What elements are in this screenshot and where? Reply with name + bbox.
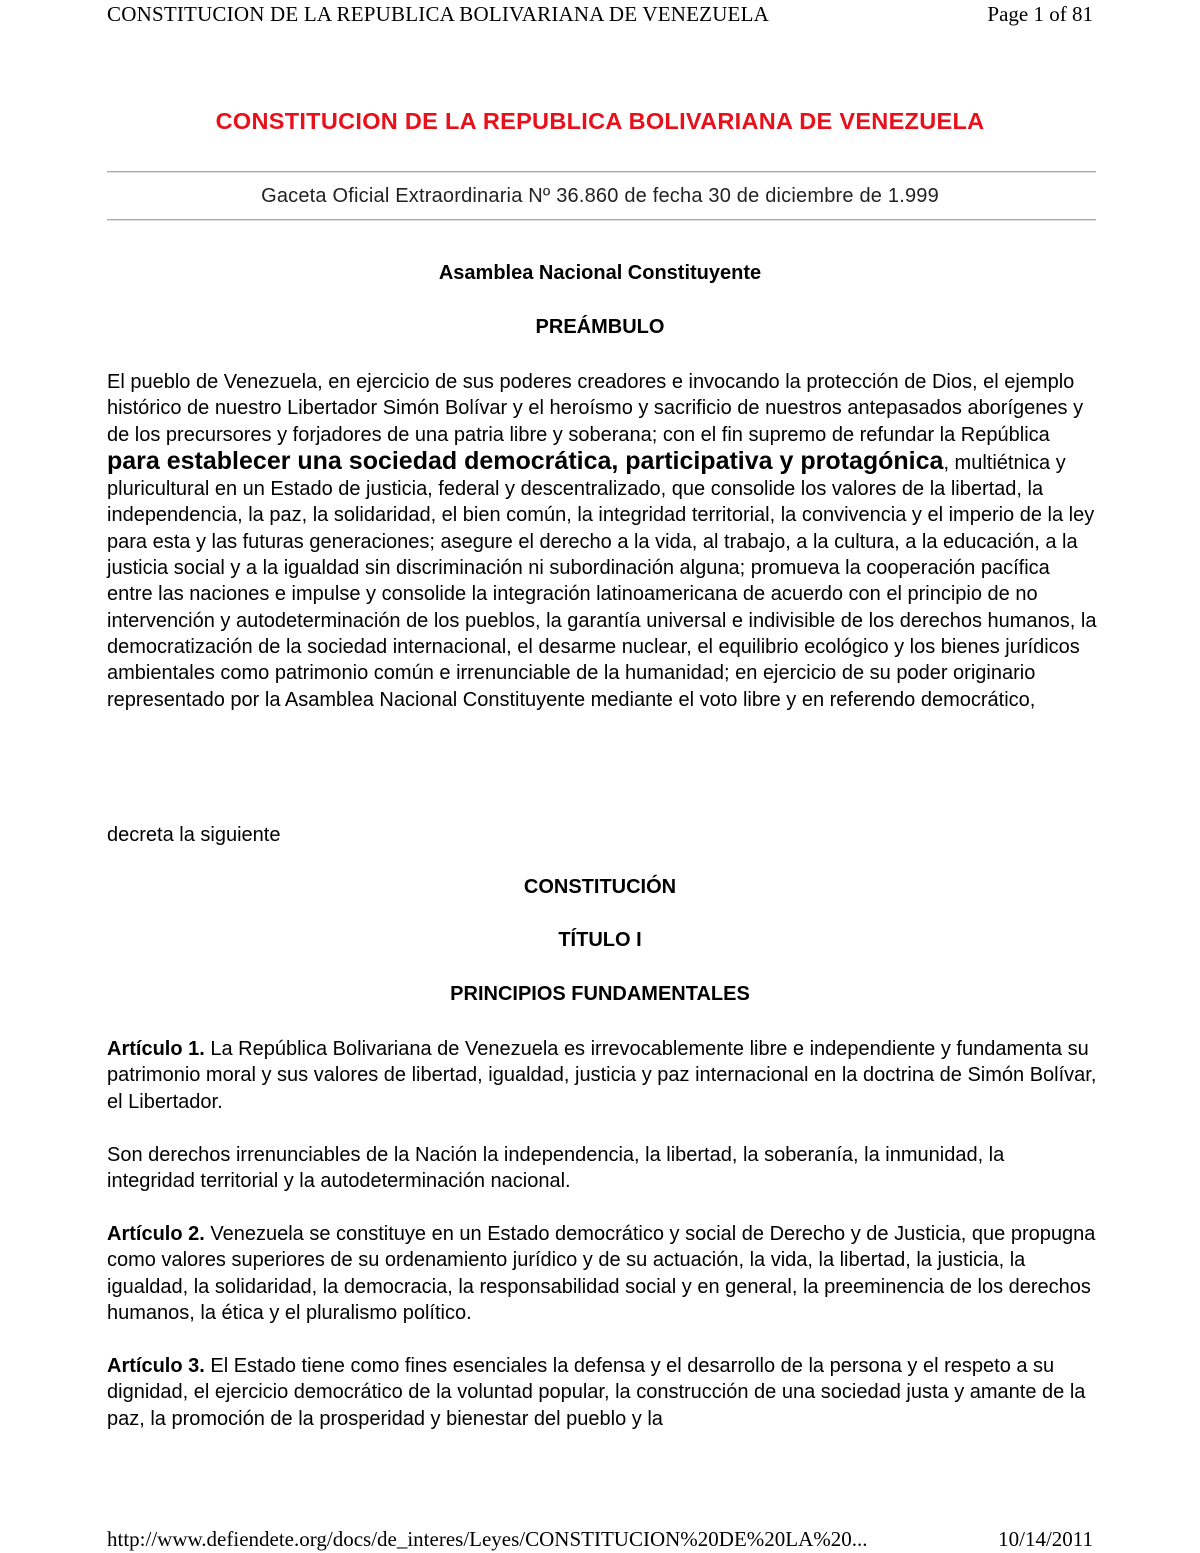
articulo-3-text: El Estado tiene como fines esenciales la defensa y el desarrollo de la persona y el respeto a su dignidad, el ejercicio democrático de la voluntad popular, la construcción de una sociedad justa y amante de la paz, la promoción de la prosperidad y bienestar del pueblo y la <box>107 1355 1086 1430</box>
source-url: http://www.defiendete.org/docs/de_interes/Leyes/CONSTITUCION%20DE%20LA%20... <box>107 1527 868 1551</box>
articulo-1-paragraph-2: Son derechos irrenunciables de la Nación la independencia, la libertad, la soberanía, la inmunidad, la integridad territorial y la autodeterminación nacional. <box>107 1144 1005 1193</box>
principios-heading: PRINCIPIOS FUNDAMENTALES <box>450 983 750 1005</box>
bottom-divider <box>107 219 1096 221</box>
page-header-title: CONSTITUCION DE LA REPUBLICA BOLIVARIANA DE VENEZUELA <box>107 2 769 26</box>
preambulo-heading: PREÁMBULO <box>535 316 665 338</box>
print-date: 10/14/2011 <box>998 1527 1093 1551</box>
articulo-2-text: Venezuela se constituye en un Estado democrático y social de Derecho y de Justicia, que propugna como valores superiores de su ordenamiento jurídico y de su actuación, la vida, la libertad, la justicia, la igualdad, la solidaridad, la democracia, la responsabilidad social y en general, la preeminencia de los derechos humanos, la ética y el pluralismo político. <box>107 1223 1096 1324</box>
articulo-2 <box>107 1221 1097 1326</box>
assembly-heading: Asamblea Nacional Constituyente <box>438 262 762 284</box>
preambulo-part-2: , multiétnica y pluricultural en un Estado de justicia, federal y descentralizado, que consolide los valores de la libertad, la independencia, la paz, la solidaridad, el bien común, la integridad territorial, la convivencia y el imperio de la ley para esta y las futuras generaciones; asegure el derecho a la vida, al trabajo, a la cultura, a la educación, a la justicia social y a la igualdad sin discriminación ni subordinación alguna; promueva la cooperación pacífica entre las naciones e impulse y consolide la integración latinoamericana de acuerdo con el principio de no intervención y autodeterminación de los pueblos, la garantía universal e indivisible de los derechos humanos, la democratización de la sociedad internacional, el desarme nuclear, el equilibrio ecológico y los bienes jurídicos ambientales como patrimonio común e irrenunciable de la humanidad; en ejercicio de su poder originario representado por la Asamblea Nacional Constituyente mediante el voto libre y en referendo democrático, <box>107 451 1097 711</box>
preambulo-part-1: El pueblo de Venezuela, en ejercicio de sus poderes creadores e invocando la protección de Dios, el ejemplo histórico de nuestro Libertador Simón Bolívar y el heroísmo y sacrificio de nuestros antepasados aborígenes y de los precursores y forjadores de una patria libre y soberana; con el fin supremo de refundar la República <box>107 371 1084 446</box>
titulo-heading: TÍTULO I <box>558 929 642 951</box>
articulo-1-text: La República Bolivariana de Venezuela es irrevocablemente libre e independiente y fundamenta su patrimonio moral y sus valores de libertad, igualdad, justicia y paz internacional en la doctrina de Simón Bolívar, el Libertador. <box>107 1038 1097 1113</box>
document-title: CONSTITUCION DE LA REPUBLICA BOLIVARIANA DE VENEZUELA <box>215 108 985 134</box>
preambulo-text <box>107 369 1097 713</box>
articulo-3 <box>107 1353 1097 1432</box>
top-divider <box>107 171 1096 173</box>
decreta-text: decreta la siguiente <box>107 824 281 846</box>
articulo-3-label: Artículo 3. <box>107 1355 205 1377</box>
articulo-2-label: Artículo 2. <box>107 1223 205 1245</box>
constitucion-heading: CONSTITUCIÓN <box>523 876 677 898</box>
preambulo-emphasis: para establecer una sociedad democrática, participativa y protagónica <box>107 446 944 475</box>
articulo-1-label: Artículo 1. <box>107 1038 205 1060</box>
page-number: Page 1 of 81 <box>987 2 1093 26</box>
gaceta-reference: Gaceta Oficial Extraordinaria Nº 36.860 de fecha 30 de diciembre de 1.999 <box>261 185 939 207</box>
articulo-1 <box>107 1036 1097 1115</box>
